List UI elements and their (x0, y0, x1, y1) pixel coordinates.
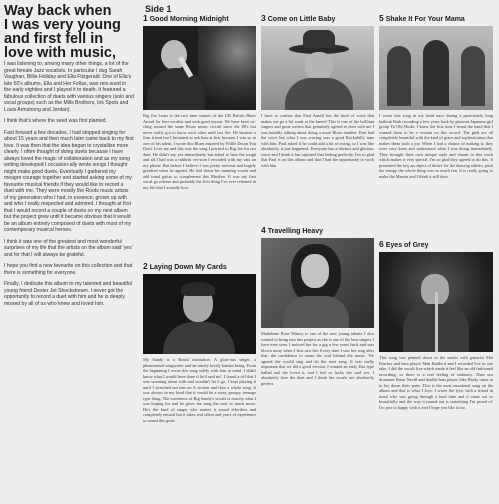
intro-paragraph: I think it was one of the greatest and most wonderful surprises of my life that the artists on the album said 'yes' and for that I will always be grateful. (4, 238, 133, 258)
singer-body (283, 296, 349, 328)
track-title: Good Morning Midnight (149, 16, 229, 23)
track-number: 4 (261, 225, 266, 235)
title-line: love with music, (4, 45, 116, 61)
track-number: 1 (143, 13, 148, 23)
singer-face (301, 254, 329, 288)
singer-body (285, 78, 353, 110)
track-2 (143, 262, 256, 423)
performer-left (387, 46, 411, 106)
track-3-photo (261, 26, 374, 110)
intro-paragraph: Finally, I dedicate this album to my talented and beautiful young friend Dexter Jet Shockstream. I never got the opportunity to record a duet with him and he is deeply missed by all of us who knew and loved him. (4, 281, 132, 307)
track-4 (261, 226, 374, 386)
track-title: Travelling Heavy (267, 228, 323, 235)
spotlight-glow (198, 26, 256, 110)
track-number: 5 (379, 13, 384, 23)
track-title: Come on Little Baby (267, 16, 336, 23)
intro-title (4, 4, 134, 60)
track-6-photo (379, 252, 493, 352)
singer-shoulders (163, 322, 235, 354)
intro-paragraph: I think that's where the seed was first planted. (4, 118, 107, 124)
track-1-photo (143, 26, 256, 110)
intro-paragraph: I hope you find a new favourite on this collection and that there is something for everyone. (4, 263, 133, 276)
track-heading (379, 14, 493, 24)
performer-right (461, 46, 485, 106)
title-line: I was very young (4, 17, 121, 33)
title-line: Way back when (4, 3, 112, 19)
track-number: 2 (143, 261, 148, 271)
track-4-photo (261, 238, 374, 328)
track-heading (261, 226, 374, 236)
intro-column (4, 4, 134, 312)
track-1 (143, 14, 256, 190)
microphone-stand (435, 292, 438, 352)
side-label: Side 1 (145, 4, 172, 14)
track-notes: I wrote this song in my head once during a particularly long bathtub Bath recording a few years back by glorious Japanese girl group Yu Ohi Hoshi. I knew the first time I heard the band that I wanted them to be a version on this record. The girls are all completely beautiful with the kind of grace and sophistication that makes them such a joy. When I had a chance of making it, they were very keen and understood what I was doing immediately. They brought their own unique style and charm to this track which makes it very special. I'm so glad they agreed to do this. It presented the key an object of desire for the dancing stiletto, push the energy the whole thing was so much fun. It is really going to make the Mamas and I think it still does. (379, 113, 493, 179)
track-6 (379, 240, 493, 410)
track-heading (143, 262, 256, 272)
performer-center (423, 40, 449, 106)
singer-hair (181, 282, 215, 296)
track-notes: This song was penned down in the studio with guitarist Mal Barclay and bass player Matt Radford and I recorded live in one take. I did the vocals live which made it feel like an old fashioned recording, so there is a real feeling of intimacy. Then our drummer Brian Nevill and double bass player Jake Brady came in to lay down their parts. This is the most emotional song on the album and that is what I love. I wrote the lyric with a friend in mind who was going through a hard time and it came out so beautifully and the way it turned out is something I'm proud of. I'm just so happy with it and I hope you like it too. (379, 355, 493, 410)
intro-paragraph: Fast forward a few decades, I had stopped singing for about 15 years and then much later came back to my first love. It was then that the idea began to crystallise more clearly. I often thought of doing duets because I have always loved the magic of collaboration and as my song writing developed I occasion-ally wrote songs I thought might make good duets. Eventually I gathered my meagre courage together and started asking some of my favourite musical friends if they would like to record a duet with me. They were mostly the Roots music artists of my generation who I had, in essence, grown up with and who I really respected and admired. I thought at first that I would record a couple of duets on my next album but the project grew until it became obvious that it would be an album entirely composed of duets with most of my contemporary musical heroes. (4, 129, 134, 233)
track-number: 6 (379, 239, 384, 249)
track-notes: Madeleine Rose Witney is one of the new young talents I also wanted to bring into this project as she is one of the best singers I have ever seen. I noticed her for a gig a few years back and was blown away when I first saw her. Every time I saw her sing after that, the confidence to sense the soul behind the music. We agreed she would sing and do the next song. It was really important that we did a good version. I wanted an early Etta type ballad and she loved it, and I feel so lucky she said yes. I absolutely love the duet and I think her vocals are absolutely perfect. (261, 331, 374, 386)
intro-paragraph: I was listening to, among many other things, a lot of the great female Jazz vocalists. In particular I dug Sarah Vaughan, Billie Holiday and Ella Fitzgerald. One of Ella's late 50's albums, Ella and Her Fellas, was reis-sued in the early eighties and I played it to death. It featured a fabulous collection of duets with various singers (solo and vocal groups) such as the Mills Brothers, Ink Spots and Louis Armstrong and Jordan). (4, 61, 134, 113)
track-notes: Big Joe Louis is the two time winner of the UK British Blues Award for best vocalist and with good reason. We have been cir-cling around the same Roots music circuit since the 80's but never really got to know each other until last life. He became a firm friend but I hesitated to ask him at first because I was so in awe of his talent. I wrote this Blues inspired by Willie Dixon You Don't Love me and this was the song I pitched to Big Joe for our duet. He didn't say yes immediately but asked to hear the rough and all I had was a rubbish ver-sion I recorded with my cats on my phone. But before I believe I was pretty nervous and hugely gratified when he agreed. He laid down his stunning vocals and add tonal guitar to complement this Rhythm. It was my first vocal go release and probably the first thing I've ever released in my life that I actually love. (143, 113, 256, 190)
track-number: 3 (261, 13, 266, 23)
track-notes: I have to confess that Paul Ansell has the kind of voice that makes me go a bit weak at the knees! This is one of the brilliant singers and great writers that genuinely agreed to duet with me I was initially talking about doing a more Blues number. Paul had the voice but what I was craving was a good Rockabilly tune with him. Paul asked if he could add a bit of swing, so I was like absolutely, it just happened. Everyone has a distinct and glorious voice and I think it has captured that feeling perfectly. I'm so glad that Paul is on this album and that I had the opportunity to work with him. (261, 113, 374, 168)
track-title: Eyes of Grey (385, 242, 429, 249)
track-heading (379, 240, 493, 250)
track-heading (261, 14, 374, 24)
track-notes: My Sandy is a Brazil institution. A glori-ous singer, a phenomenal songwriter and an utterly lovely human being. From the beginning I wrote this song solely with him in mind. I didn't know what I would have done if he'd said no!. I found a riff that I was sweating about with and wouldn't let it go. I kept playing it until I stretched out into an A section and then a whole song. It was always in my head that it would be a story, groupy, teenage type thing. The sweetness of Big Sandy's vocals is exactly what I was hoping for and he gives the song the soul so much more. He's the kind of singer who makes it sound effortless and completely natural but it takes real talent and years of experience to sound this great. (143, 357, 256, 423)
singer-body (147, 68, 205, 110)
track-heading (143, 14, 256, 24)
hat-crown (303, 30, 335, 48)
track-title: Shake It For Your Mama (385, 16, 465, 23)
track-title: Laying Down My Cards (149, 264, 227, 271)
track-3 (261, 14, 374, 168)
title-line: and first fell in (4, 31, 104, 47)
track-5 (379, 14, 493, 179)
singer-face (305, 52, 333, 80)
track-5-photo (379, 26, 493, 110)
track-2-photo (143, 274, 256, 354)
